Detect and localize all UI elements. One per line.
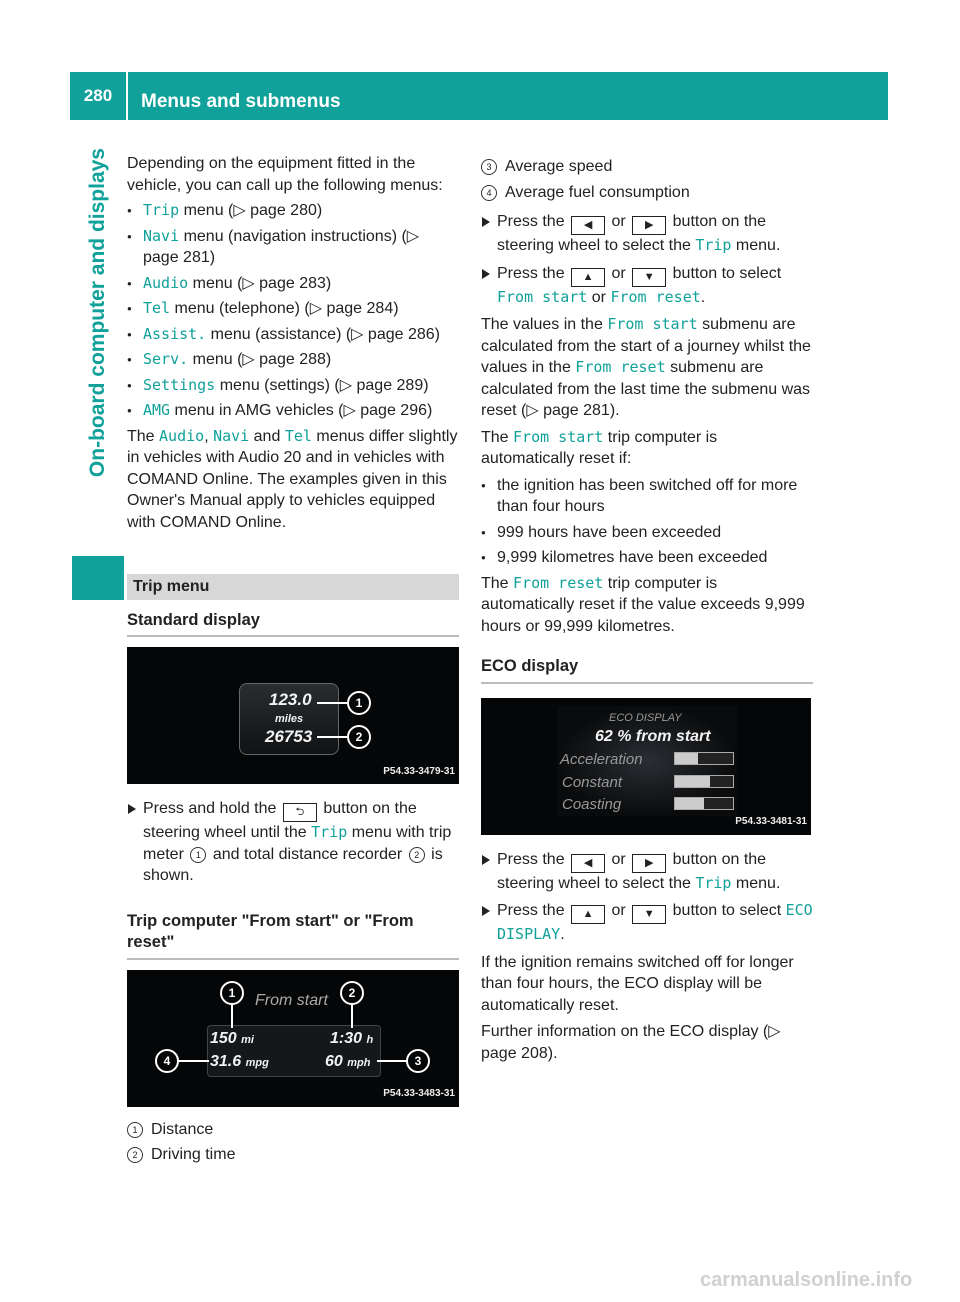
header-divider	[126, 72, 128, 120]
instruction-step	[127, 798, 459, 887]
instruction-step: Press the ▲ or ▼ button to select From start or From reset.	[481, 263, 813, 309]
legend-item	[127, 1144, 459, 1166]
list-item	[127, 349, 459, 371]
paragraph	[481, 573, 813, 638]
step-text: or	[611, 264, 626, 282]
paragraph: Further information on the ECO display (▷ page 208).	[481, 1023, 781, 1062]
section-title: Trip menu	[127, 574, 459, 600]
step-text: or	[611, 213, 626, 230]
list-item	[127, 200, 459, 222]
list-item	[127, 324, 459, 346]
subheading-trip-computer: Trip computer "From start" or "From reset"	[127, 911, 459, 960]
note-text: and	[253, 427, 281, 445]
submenu-link-from-start[interactable]: From start	[607, 315, 698, 333]
submenu-link-eco-display[interactable]: ECO DISPLAY	[497, 901, 813, 943]
submenu-link-from-reset[interactable]: From reset	[513, 573, 604, 592]
paragraph	[481, 314, 813, 422]
trip-meter-unit: miles	[275, 713, 304, 725]
legend-number: 1	[127, 1122, 143, 1138]
paragraph: If the ignition remains switched off for longer than four hours, the ECO display will be automatically reset.	[481, 953, 794, 1014]
right-arrow-key-icon: ▶	[632, 854, 666, 873]
legend-item	[127, 1119, 459, 1141]
eco-row-label: Constant	[562, 773, 623, 791]
trip-meter-value: 123.0	[269, 690, 312, 709]
callout-1: 1	[347, 691, 371, 715]
distance-unit: mi	[241, 1033, 254, 1046]
menu-link-tel[interactable]: Tel	[284, 426, 312, 445]
step-text: menu with trip meter	[143, 824, 452, 863]
left-arrow-key-icon: ◀	[571, 854, 605, 873]
paragraph-text: submenu are calculated from the last time the submenu was reset (▷ page 281).	[481, 359, 811, 419]
legend-number: 4	[481, 185, 497, 201]
screen-trip-computer	[127, 970, 459, 1107]
down-arrow-key-icon: ▼	[632, 268, 666, 287]
list-item-text: menu (navigation instructions) (▷ page 281)	[143, 227, 420, 266]
eco-percentage: 62 % from start	[595, 727, 711, 745]
menu-link-trip[interactable]: Trip	[695, 873, 732, 892]
callout-line	[317, 736, 347, 738]
list-item	[127, 375, 459, 397]
step-text: is shown.	[143, 845, 443, 884]
list-item	[127, 226, 459, 269]
menu-link-audio[interactable]: Audio	[143, 273, 189, 292]
callout-line	[317, 702, 347, 704]
menu-link-trip[interactable]: Trip	[143, 201, 180, 219]
paragraph-text: trip computer is automatically reset if the value exceeds 9,999 hours or 99,999 kilometres.	[481, 574, 805, 635]
legend-number: 2	[127, 1147, 143, 1163]
step-text: Press the	[497, 264, 565, 282]
fuel-value: 31.6	[210, 1052, 242, 1070]
step-text: button on the steering wheel to select the	[497, 850, 767, 892]
callout-2: 2	[340, 981, 364, 1005]
paragraph-text: The	[481, 428, 509, 446]
image-reference: P54.33-3481-31	[735, 816, 807, 827]
list-item	[127, 273, 459, 295]
paragraph-text: The values in the	[481, 316, 603, 333]
distance-value: 150	[210, 1029, 237, 1047]
legend-text: Average fuel consumption	[505, 183, 690, 201]
step-text: Press the	[497, 902, 565, 919]
eco-bar-fill	[675, 776, 710, 787]
paragraph-text: submenu are calculated from the start of a journey whilst the values in the	[481, 316, 811, 376]
image-reference: P54.33-3479-31	[383, 765, 455, 777]
submenu-link-from-reset[interactable]: From reset	[575, 358, 666, 376]
menu-link-trip[interactable]: Trip	[311, 823, 348, 841]
callout-line	[231, 1004, 233, 1028]
speed-value: 60	[325, 1052, 343, 1070]
page-title: Menus and submenus	[141, 91, 341, 112]
list-item-text: menu (▷ page 288)	[192, 351, 332, 368]
paragraph-text: The	[481, 574, 509, 592]
screen-standard-display	[127, 647, 459, 784]
legend-text: Distance	[151, 1120, 214, 1138]
eco-bar	[674, 752, 734, 765]
paragraph	[481, 427, 813, 470]
list-item-text: menu (▷ page 283)	[192, 274, 332, 292]
list-item: ● 999 hours have been exceeded	[481, 522, 813, 544]
left-arrow-key-icon: ◀	[571, 216, 605, 235]
down-arrow-key-icon: ▼	[632, 905, 666, 924]
legend-text: Average speed	[505, 158, 613, 175]
step-text: or	[611, 902, 626, 919]
step-text: menu.	[735, 874, 781, 892]
callout-ref-1: 1	[190, 847, 206, 863]
callout-line	[177, 1060, 209, 1062]
callout-3: 3	[406, 1049, 430, 1073]
callout-ref-2: 2	[409, 847, 425, 863]
list-item: ● the ignition has been switched off for more than four hours	[481, 475, 813, 518]
subheading-eco-display: ECO display	[481, 656, 813, 684]
eco-bar-fill	[675, 753, 698, 764]
submenu-link-from-start[interactable]: From start	[513, 427, 604, 446]
step-text: and total distance recorder	[212, 845, 403, 863]
note-text: The	[127, 427, 155, 445]
menu-link-serv[interactable]: Serv.	[143, 350, 189, 368]
from-start-title: From start	[255, 991, 328, 1009]
instruction-step: Press the ▲ or ▼ button to select ECO DISPLAY.	[481, 900, 813, 946]
list-item	[127, 298, 459, 320]
eco-bar	[674, 775, 734, 788]
eco-bar	[674, 797, 734, 810]
menu-link-trip[interactable]: Trip	[695, 236, 732, 254]
legend	[481, 156, 813, 203]
step-text: Press the	[497, 213, 565, 230]
eco-title: ECO DISPLAY	[609, 711, 682, 724]
time-unit: h	[366, 1033, 374, 1046]
menu-link-tel[interactable]: Tel	[143, 299, 171, 317]
legend-item	[481, 182, 813, 204]
speed-unit: mph	[347, 1056, 371, 1069]
step-text: or	[611, 850, 626, 868]
step-text: button to select	[672, 264, 782, 282]
right-arrow-key-icon: ▶	[632, 216, 666, 235]
menu-link-assist[interactable]: Assist.	[143, 324, 207, 343]
right-column	[481, 156, 813, 1069]
legend-item	[481, 156, 813, 178]
callout-line	[351, 1004, 353, 1028]
side-tab-label: On-board computer and displays	[86, 148, 109, 478]
list-item	[127, 400, 459, 422]
image-reference: P54.33-3483-31	[383, 1088, 455, 1099]
callout-2: 2	[347, 725, 371, 749]
legend-number: 3	[481, 159, 497, 175]
menu-link-navi[interactable]: Navi	[143, 226, 180, 245]
list-item-text: menu in AMG vehicles (▷ page 296)	[174, 402, 433, 419]
step-text: button on the steering wheel until the	[143, 800, 417, 841]
note-text: menus differ slightly in vehicles with Audio 20 and in vehicles with COMAND Online. The examples given in this Owner's Manual apply to vehicles equipped with COMAND Online.	[127, 427, 458, 531]
menu-link-audio[interactable]: Audio	[159, 426, 205, 445]
menu-link-navi[interactable]: Navi	[213, 426, 250, 445]
instruction-step	[481, 211, 813, 257]
submenu-link-from-reset[interactable]: From reset	[610, 287, 701, 306]
list-item-text: menu (settings) (▷ page 289)	[219, 376, 429, 394]
eco-row-label: Coasting	[562, 795, 622, 813]
menu-link-settings[interactable]: Settings	[143, 375, 216, 394]
screen-eco-display	[481, 698, 811, 835]
eco-bar-fill	[675, 798, 704, 809]
paragraph-text: trip computer is automatically reset if:	[481, 428, 718, 467]
up-arrow-key-icon: ▲	[571, 905, 605, 924]
time-value: 1:30	[330, 1029, 363, 1047]
step-text: menu.	[735, 237, 781, 254]
page-number: 280	[83, 86, 113, 105]
list-item-text: menu (assistance) (▷ page 286)	[210, 325, 440, 343]
legend-text: Driving time	[151, 1146, 236, 1163]
up-arrow-key-icon: ▲	[571, 268, 605, 287]
step-text: Press and hold the	[143, 800, 277, 817]
list-item-text: menu (telephone) (▷ page 284)	[174, 300, 399, 317]
step-text: button on the steering wheel to select the	[497, 213, 767, 254]
legend	[127, 1119, 459, 1166]
instruction-step	[481, 849, 813, 895]
step-text: button to select	[672, 902, 782, 919]
fuel-unit: mpg	[245, 1056, 269, 1069]
side-tab-block	[72, 556, 124, 600]
side-tab	[72, 148, 124, 540]
step-text: Press the	[497, 850, 565, 868]
list-item-text: menu (▷ page 280)	[183, 202, 323, 219]
list-item: ● 9,999 kilometres have been exceeded	[481, 547, 813, 569]
menus-note: The Audio, Navi and Tel menus differ slightly in vehicles with Audio 20 and in vehicles with COMAND Online. The examples given in this Owner's Manual apply to vehicles equipped with COMAND Online.	[127, 426, 458, 531]
back-button-icon: ⮌	[283, 803, 317, 822]
intro-text: Depending on the equipment fitted in the vehicle, you can call up the following menus:	[127, 155, 443, 194]
menu-link-amg[interactable]: AMG	[143, 401, 171, 419]
left-column	[127, 153, 459, 1170]
callout-1: 1	[220, 981, 244, 1005]
total-distance-value: 26753	[265, 727, 313, 746]
footer-watermark: carmanualsonline.info	[700, 1269, 913, 1291]
step-text: or	[591, 288, 606, 306]
submenu-link-from-start[interactable]: From start	[497, 287, 588, 306]
callout-line	[377, 1060, 407, 1062]
subheading-standard-display: Standard display	[127, 610, 459, 638]
eco-row-label: Acceleration	[560, 750, 643, 768]
callout-4: 4	[155, 1049, 179, 1073]
